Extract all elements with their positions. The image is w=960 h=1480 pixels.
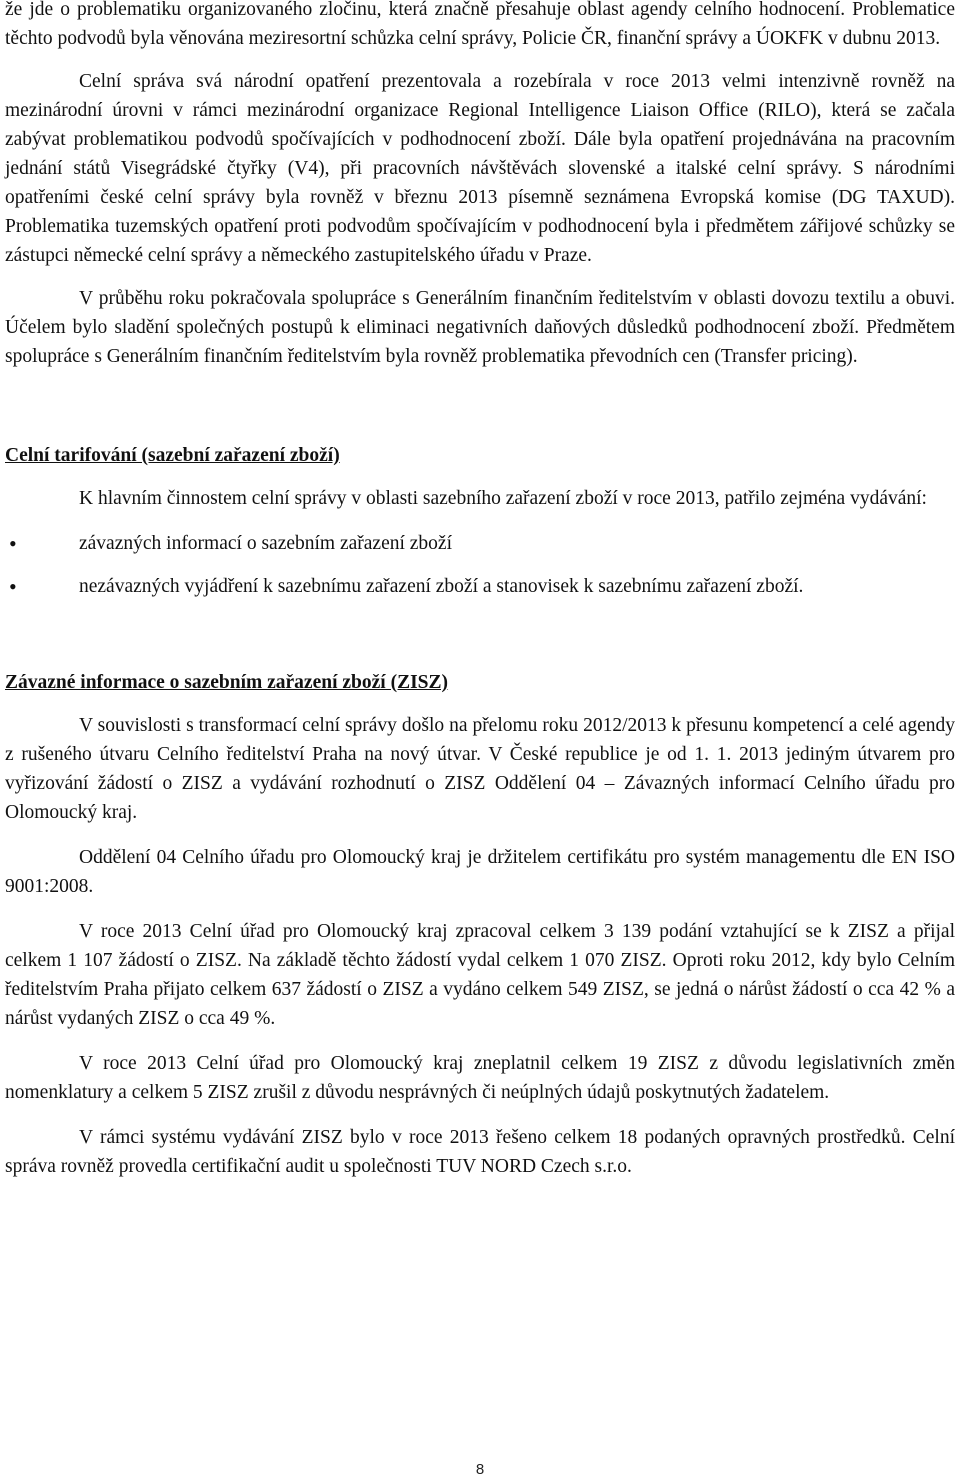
- paragraph-zisz-invalidated: V roce 2013 Celní úřad pro Olomoucký kraj zneplatnil celkem 19 ZISZ z důvodu legislativních změn nomenklatury a celkem 5 ZISZ zrušil z důvodu nesprávných či neúplných údajů poskytnutých žadatelem.: [5, 1053, 955, 1103]
- paragraph-zisz-appeals: V rámci systému vydávání ZISZ bylo v roce 2013 řešeno celkem 18 podaných opravných prostředků. Celní správa rovněž provedla certifikační audit u společnosti TUV NORD Czech s.r.o.: [5, 1127, 955, 1177]
- paragraph-zisz-transformation: V souvislosti s transformací celní správy došlo na přelomu roku 2012/2013 k přesunu kompetencí a celé agendy z rušeného útvaru Celního ředitelství Praha na nový útvar. V České republice je od 1. 1. 2013 jediným útvarem pro vyřizování žádostí o ZISZ a vydávání rozhodnutí o ZISZ Oddělení 04 – Závazných informací Celního úřadu pro Olomoucký kraj.: [5, 715, 955, 823]
- page-number: 8: [475, 1461, 485, 1478]
- paragraph-zisz-statistics: V roce 2013 Celní úřad pro Olomoucký kraj zpracoval celkem 3 139 podání vztahující se k ZISZ a přijal celkem 1 107 žádostí o ZISZ. Na základě těchto žádostí vydal celkem 1 070 ZISZ. Oproti roku 2012, kdy bylo Celním ředitelstvím Praha přijato celkem 637 žádostí o ZISZ a vydáno celkem 549 ZISZ, se jedná o nárůst žádostí o cca 42 % a nárůst vydaných ZISZ o cca 49 %.: [5, 921, 955, 1029]
- paragraph-tariff-intro: K hlavním činnostem celní správy v oblasti sazebního zařazení zboží v roce 2013, patřilo zejména vydávání:: [79, 488, 927, 509]
- section-heading-tariff: Celní tarifování (sazební zařazení zboží): [5, 445, 340, 466]
- paragraph-rilo: Celní správa svá národní opatření prezentovala a rozebírala v roce 2013 velmi intenzivně rovněž na mezinárodní úrovni v rámci mezinárodní organizace Regional Intelligence Liaison Office (RILO), která se začala zabývat problematikou podvodů spočívajících v podhodnocení zboží. Dále byla opatření projednávána na pracovním jednání států Visegrádské čtyřky (V4), při pracovních návštěvách slovenské a italské celní správy. S národními opatřeními české celní správy byla rovněž v březnu 2013 písemně seznámena Evropská komise (DG TAXUD). Problematika tuzemských opatření proti podvodům spočívajícím v podhodnocení byla i předmětem zářijové schůzky se zástupci německé celní správy a německého zastupitelského úřadu v Praze.: [5, 71, 955, 266]
- list-item: • závazných informací o sazebním zařazení zboží: [5, 529, 955, 558]
- paragraph-intro-continuation: že jde o problematiku organizovaného zločinu, která značně přesahuje oblast agendy celního hodnocení. Problematice těchto podvodů byla věnována meziresortní schůzka celní správy, Policie ČR, finanční správy a ÚOKFK v dubnu 2013.: [5, 0, 955, 49]
- paragraph-zisz-certificate: Oddělení 04 Celního úřadu pro Olomoucký kraj je držitelem certifikátu pro systém managementu dle EN ISO 9001:2008.: [5, 847, 955, 897]
- bullet-list: [5, 529, 955, 601]
- paragraph-gfr-cooperation: V průběhu roku pokračovala spolupráce s Generálním finančním ředitelstvím v oblasti dovozu textilu a obuvi. Účelem bylo sladění společných postupů k eliminaci negativních daňových důsledků podhodnocení zboží. Předmětem spolupráce s Generálním finančním ředitelstvím byla rovněž problematika převodních cen (Transfer pricing).: [5, 288, 955, 367]
- list-item: • nezávazných vyjádření k sazebnímu zařazení zboží a stanovisek k sazebnímu zařazení zboží.: [5, 572, 955, 601]
- document-page: [5, 0, 955, 1181]
- section-heading-zisz: Závazné informace o sazebním zařazení zboží (ZISZ): [5, 672, 449, 693]
